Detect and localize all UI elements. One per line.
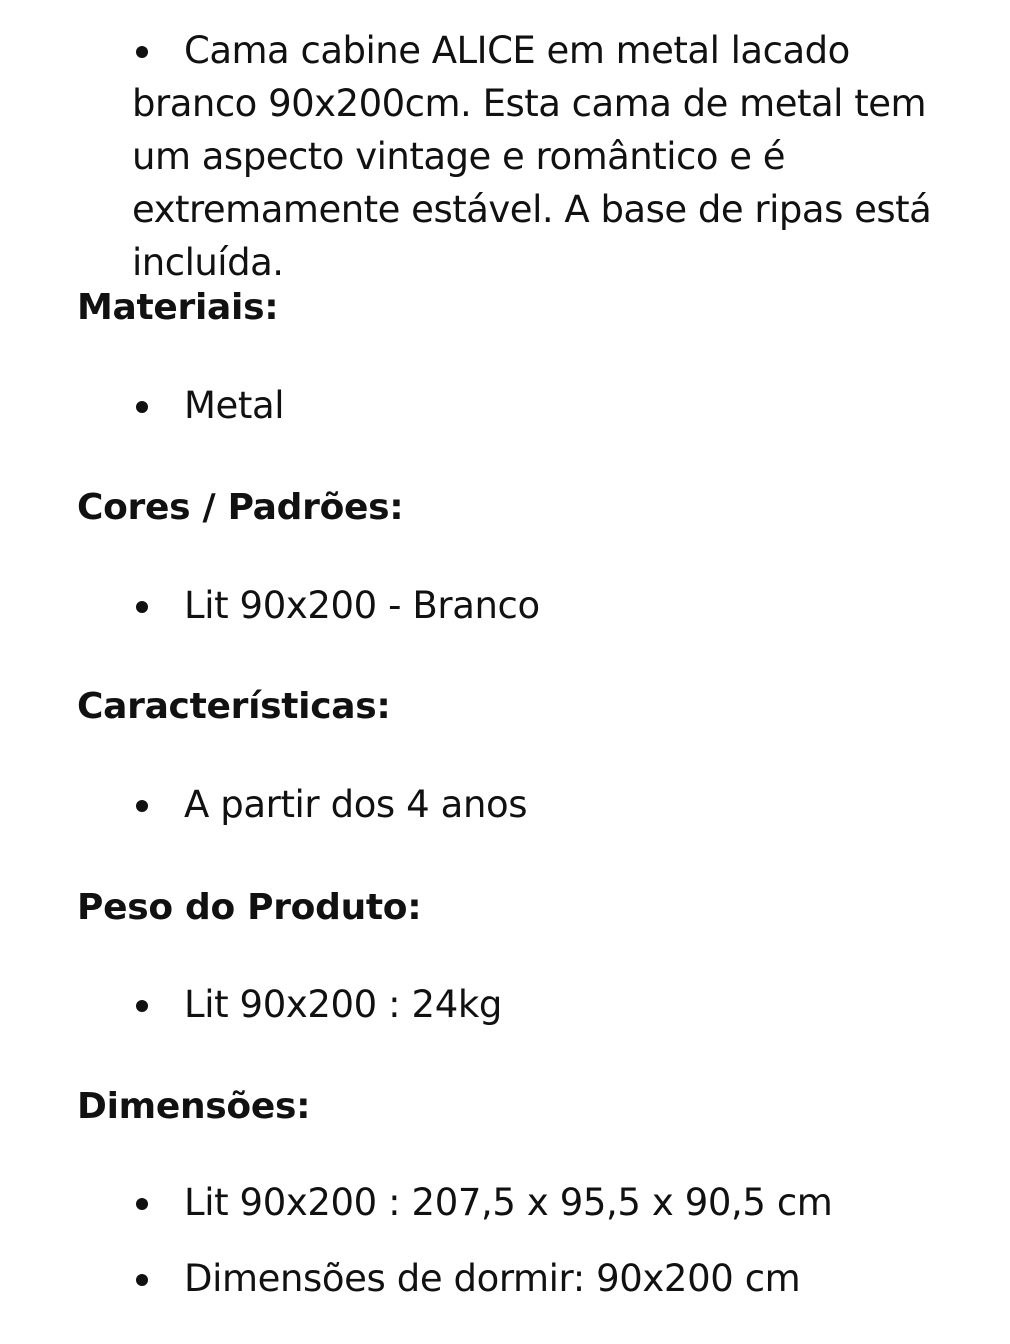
dimensions-heading: Dimensões: xyxy=(77,1086,311,1127)
features-heading: Características: xyxy=(77,686,391,727)
bullet-icon xyxy=(136,1274,148,1286)
list-spacer xyxy=(132,1225,982,1257)
weight-heading: Peso do Produto: xyxy=(77,887,422,928)
bullet-icon xyxy=(136,46,148,58)
dimensions-list xyxy=(132,1181,982,1301)
weight-item-text: Lit 90x200 : 24kg xyxy=(184,983,502,1026)
color-item-text: Lit 90x200 - Branco xyxy=(184,584,540,627)
materials-heading: Materiais: xyxy=(77,287,279,328)
description-text: Cama cabine ALICE em metal lacado branco 90x200cm. Esta cama de metal tem um aspecto vintage e romântico e é extremamente estável. A base de ripas está incluída. xyxy=(132,29,932,284)
list-item xyxy=(132,584,982,628)
weight-list xyxy=(132,983,982,1027)
colors-list xyxy=(132,584,982,628)
bullet-icon xyxy=(136,800,148,812)
dimension-item-text: Lit 90x200 : 207,5 x 95,5 x 90,5 cm xyxy=(184,1181,833,1224)
materials-list xyxy=(132,384,982,428)
bullet-icon xyxy=(136,1198,148,1210)
features-list xyxy=(132,783,982,827)
list-item xyxy=(132,783,982,827)
list-item xyxy=(132,384,982,428)
bullet-icon xyxy=(136,1000,148,1012)
bullet-icon xyxy=(136,401,148,413)
colors-heading: Cores / Padrões: xyxy=(77,487,404,528)
bullet-icon xyxy=(136,601,148,613)
list-item xyxy=(132,1181,982,1225)
list-item xyxy=(132,1257,982,1301)
sleeping-dimension-text: Dimensões de dormir: 90x200 cm xyxy=(184,1257,801,1300)
material-item-text: Metal xyxy=(184,384,285,427)
list-item xyxy=(132,983,982,1027)
feature-item-text: A partir dos 4 anos xyxy=(184,783,528,826)
description-list xyxy=(132,24,952,289)
description-item xyxy=(132,24,952,289)
